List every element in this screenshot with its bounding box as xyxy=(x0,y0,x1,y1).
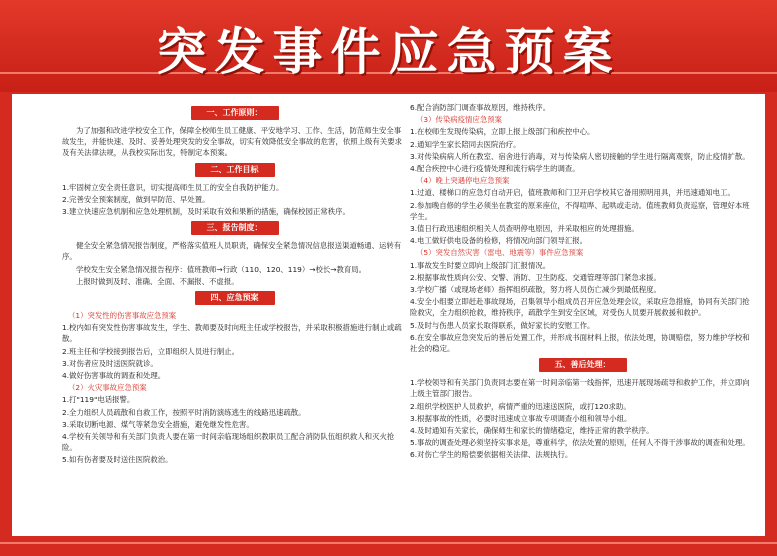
section-head-goal: 二、工作目标 xyxy=(195,163,275,177)
plan1-item: 3.对伤者应及时送医院就诊。 xyxy=(62,358,158,368)
plan5-item: 2.根据事故性质向公安、交警、消防、卫生防疫、交通管理等部门紧急求援。 xyxy=(410,272,661,282)
content-panel xyxy=(12,94,765,536)
plan1-item: 4.做好伤害事故的调查和处理。 xyxy=(62,371,166,381)
section-head-principle: 一、工作原则： xyxy=(191,106,279,120)
plan1-item: 2.班主任和学校接到报告后，立即组织人员进行制止。 xyxy=(62,346,240,356)
goal-item: 3.建立快速应急机制和应急处理机制，及时采取有效和果断的措施，确保校园正常秩序。 xyxy=(62,207,350,217)
goal-item: 1.牢固树立安全责任意识，切实提高师生员工的安全自我防护能力。 xyxy=(62,182,284,192)
plan2-item: 3.采取切断电源、煤气等紧急安全措施，避免继发性危害。 xyxy=(62,419,254,429)
left-column xyxy=(62,102,407,467)
plan1-item: 1.校内如有突发性伤害事故发生，学生、教师要及时向班主任或学校报告，并采取积极措施进行制止或疏散。 xyxy=(62,323,402,344)
plan5-subhead: （5）突发自然灾害（雷电、地震等）事件应急预案 xyxy=(416,248,584,258)
plan5-item: 6.在安全事故应急突发后的善后处置工作，并形成书面材料上报，依法处理，协调赔偿，努力维护学校和社会的稳定。 xyxy=(410,332,750,354)
goal-item: 2.完善安全预案制度，做到早防范、早处置。 xyxy=(62,194,210,204)
page-title: 突发事件应急预案 xyxy=(156,23,621,81)
right-column xyxy=(410,102,755,462)
plan4-item: 3.值日行政迅速组织相关人员查明停电原因，并采取相应的处理措施。 xyxy=(410,224,639,234)
footer-band xyxy=(0,538,777,556)
report-item: 健全安全紧急情况报告制度，严格落实值班人员职责，确保安全紧急情况信息报送渠道畅通、运转有序。 xyxy=(62,241,402,262)
plan4-item: 4.电工做好供电设备的检修，将情况向部门领导汇报。 xyxy=(410,236,588,246)
section-goal xyxy=(62,163,407,177)
section-aftermath xyxy=(410,358,755,372)
report-item: 上报时做到及时、准确、全面、不漏报、不虚报。 xyxy=(76,276,239,286)
plan4-item: 1.过道、楼梯口的应急灯自动开启，值班教师和门卫开启学校其它备用照明用具，并迅速通知电工。 xyxy=(410,188,735,198)
plan2-item: 5.如有伤者要及时送往医院救治。 xyxy=(62,455,173,465)
footer-divider xyxy=(0,542,777,544)
plan5-item: 1.事故发生时要立即向上级部门汇报情况。 xyxy=(410,260,551,270)
plan2-item: 2.全力组织人员疏散和自救工作，按照平时消防演练逃生的线路迅速疏散。 xyxy=(62,407,306,417)
aftermath-item: 3.根据事故的性质，必要时迅速成立事故专项调查小组和领导小组。 xyxy=(410,413,632,423)
section-report xyxy=(62,221,407,235)
plan3-item: 3.对传染病病人所在教室、宿舍进行消毒，对与传染病人密切接触的学生进行隔离观察，防止疫情扩散。 xyxy=(410,151,750,161)
principle-text: 为了加强和改进学校安全工作，保障全校师生员工健康、平安地学习、工作、生活，防范师生安全事故发生，并能快速、及时、妥善处理突发的安全事故，切实有效降低安全事故的危害，依照上级有关要求及有关法律法规，从我校实际出发，特制定本预案。 xyxy=(62,126,402,158)
aftermath-item: 2.组织学校医护人员救护，病情严重的迅速送医院，或打120求助。 xyxy=(410,401,631,411)
report-item: 学校发生安全紧急情况报告程序：值班教师→行政（110、120、119）→校长→教育局。 xyxy=(76,264,367,274)
plan4-subhead: （4）晚上突遇停电应急预案 xyxy=(416,176,510,186)
plan5-item: 4.安全小组要立即赶赴事故现场，召集领导小组成员召开应急处理会议，采取应急措施，协同有关部门抢险救灾，全力组织抢救，维持秩序，疏散学生到安全区域，对受伤人员要开展救援和救护。 xyxy=(410,297,750,318)
aftermath-item: 1.学校领导和有关部门负责同志要在第一时间亲临第一线指挥，迅速开展现场疏导和救护工作，并立即向上级主管部门报告。 xyxy=(410,378,750,399)
plan2-item: 4.学校有关领导和有关部门负责人要在第一时间亲临现场组织教职员工配合消防队伍组织救人和灭火抢险。 xyxy=(62,432,395,453)
aftermath-item: 6.对伤亡学生的赔偿要依据相关法律、法规执行。 xyxy=(410,450,573,460)
plan2-item: 1.打"119"电话报警。 xyxy=(62,395,135,405)
plan1-subhead: （1）突发性的伤害事故应急预案 xyxy=(68,311,177,321)
plan5-item: 5.及时与伤患人员家长取得联系，做好家长的安慰工作。 xyxy=(410,320,595,330)
plan3-subhead: （3）传染病疫情应急预案 xyxy=(416,115,503,125)
section-principle xyxy=(62,106,407,120)
plan5-item: 3.学校广播（或现场老师）指挥组织疏散，努力将人员伤亡减少到最低程度。 xyxy=(410,285,661,295)
plan2-subhead: （2）火灾事故应急预案 xyxy=(68,383,147,393)
plan3-item: 4.配合疾控中心进行疫情处理和流行病学生的调查。 xyxy=(410,164,580,174)
section-head-plan: 四、应急预案 xyxy=(195,291,275,305)
section-plan xyxy=(62,291,407,305)
plan3-item: 2.通知学生家长陪同去医院治疗。 xyxy=(410,139,521,149)
plan3-item: 1.在校师生发现传染病，立即上报上级部门和疾控中心。 xyxy=(410,127,595,137)
aftermath-item: 5.事故的调查处理必须坚持实事求是，尊重科学，依法处置的原则，任何人不得干涉事故的调查和处理。 xyxy=(410,438,750,448)
aftermath-item: 4.及时通知有关家长，确保师生和家长的情绪稳定，维持正常的教学秩序。 xyxy=(410,426,654,436)
section-head-report: 三、报告制度： xyxy=(191,221,279,235)
section-head-aftermath: 五、善后处理： xyxy=(539,358,627,372)
plan4-item: 2.参加晚自修的学生必须坐在教室的原来座位，不得喧哗、起哄或走动。值班教师负责巡察，管理好本班学生。 xyxy=(410,200,750,221)
plan2-item: 6.配合消防部门调查事故原因，维持秩序。 xyxy=(410,103,551,112)
